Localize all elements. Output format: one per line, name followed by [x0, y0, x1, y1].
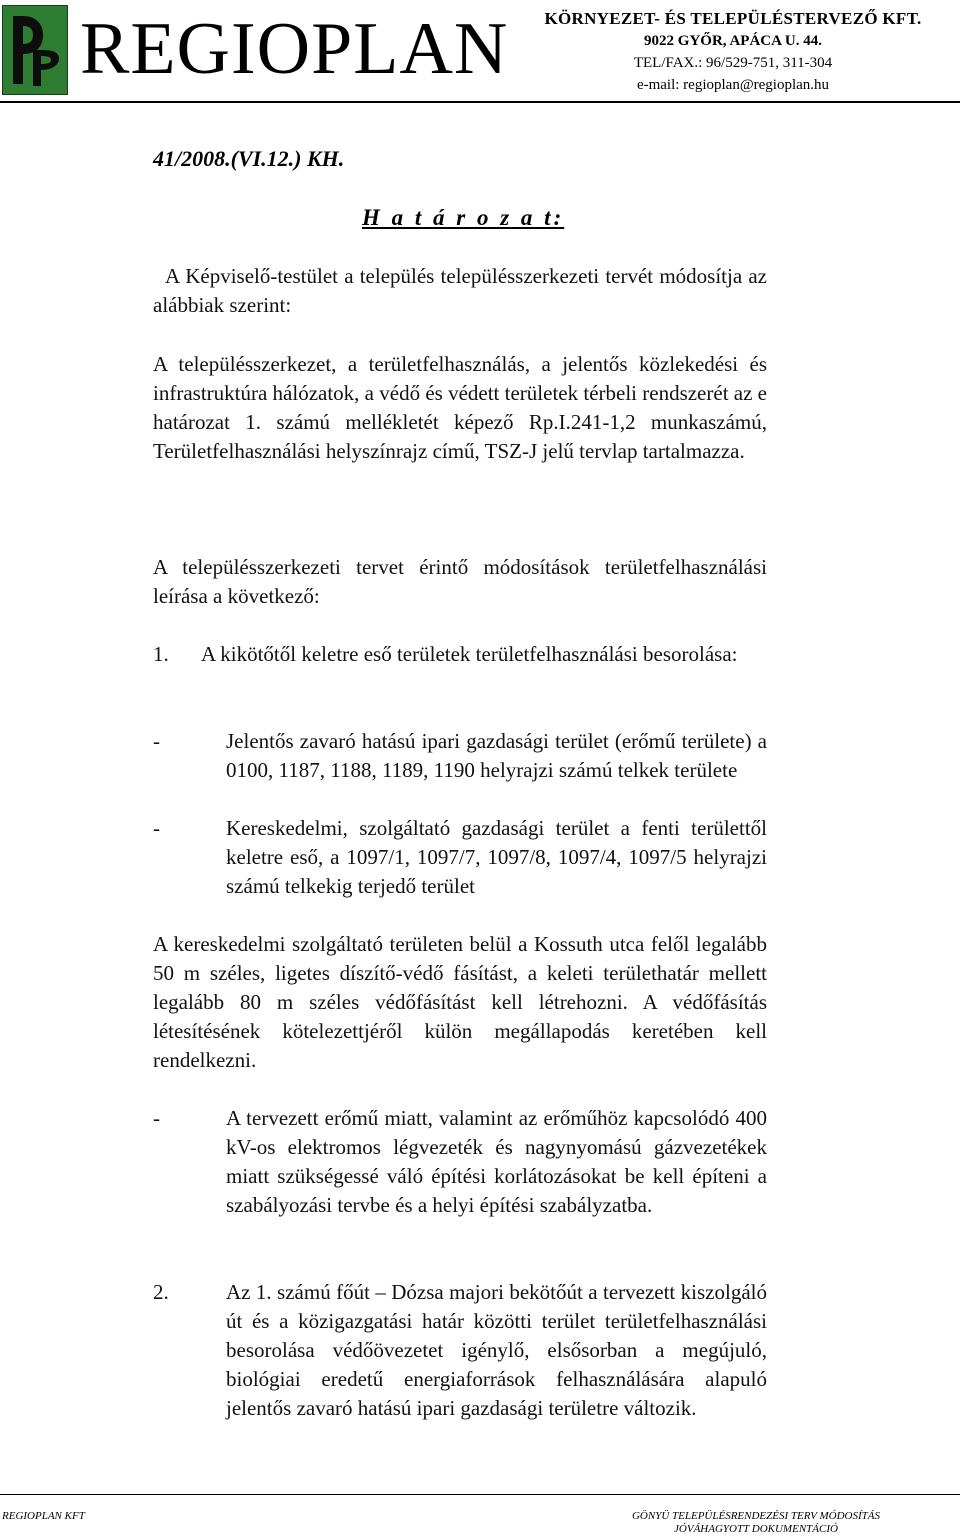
company-address: 9022 GYŐR, APÁCA U. 44.: [644, 33, 822, 49]
dash-text-2: Kereskedelmi, szolgáltató gazdasági terület a fenti területtől keletre eső, a 1097/1, 1097/7, 1097/8, 1097/4, 1097/5 helyrajzi számú telkekig terjedő terület: [226, 816, 767, 898]
footer-project-line-1: GÖNYÜ TELEPÜLÉSRENDEZÉSI TERV MÓDOSÍTÁS: [631, 1510, 881, 1522]
company-email: e-mail: regioplan@regioplan.hu: [636, 77, 830, 93]
list-item-1: [153, 640, 767, 669]
dash-item-1: [153, 727, 767, 785]
logo-graphic: [3, 6, 67, 94]
dash-marker-1: -: [153, 729, 160, 753]
paragraph-1: A településszerkezet, a területfelhasználás, a jelentős közlekedési és infrastruktúra hálózatok, a védő és védett területek térbeli rendszerét az e határozat 1. számú mellékletét képező Rp.I.241-1,2 munkaszámú, Területfelhasználási helyszínrajz című, TSZ-J jelű tervlap tartalmazza.: [153, 352, 767, 463]
company-name: KÖRNYEZET- ÉS TELEPÜLÉSTERVEZŐ KFT.: [544, 9, 922, 28]
dash-marker-2: -: [153, 816, 160, 840]
intro-paragraph: [153, 262, 767, 320]
dash-item-3: [153, 1104, 767, 1220]
document-title: H a t á r o z a t:: [362, 205, 565, 230]
footer-project-line-2: JÓVÁHAGYOTT DOKUMENTÁCIÓ: [674, 1523, 838, 1535]
letterhead: [0, 0, 960, 104]
list-item-2: [153, 1278, 767, 1423]
list-marker-2: 2.: [153, 1280, 169, 1304]
document-reference: 41/2008.(VI.12.) KH.: [153, 146, 345, 171]
footer-company: REGIOPLAN KFT: [2, 1510, 85, 1522]
dash-text-3: A tervezett erőmű miatt, valamint az erőműhöz kapcsolódó 400 kV-os elektromos légvezeték és nagynyomású gázvezetékek miatt szükségessé váló építési korlátozásokat be kell építeni a szabályozási tervbe és a helyi építési szabályzatba.: [226, 1106, 767, 1217]
dash-text-1: Jelentős zavaró hatású ipari gazdasági terület (erőmű területe) a 0100, 1187, 1188, 1189, 1190 helyrajzi számú telkek területe: [226, 729, 767, 782]
intro-text: A Képviselő-testület a település településszerkezeti tervét módosítja az alábbiak szerint:: [153, 264, 767, 317]
company-info: [518, 8, 948, 96]
company-telfax: TEL/FAX.: 96/529-751, 311-304: [633, 55, 833, 71]
list-marker-1: 1.: [153, 642, 169, 666]
list-text-2: Az 1. számú főút – Dózsa majori bekötőút a tervezett kiszolgáló út és a közigazgatási határ közötti terület területfelhasználási besorolása védőövezetet igénylő, elsősorban a megújuló, biológiai eredetű energiaforrások felhasználására alapuló jelentős zavaró hatású ipari gazdasági területre változik.: [226, 1280, 767, 1420]
regioplan-logo-icon: [2, 5, 68, 95]
list-text-1: A kikötőtől keletre eső területek területfelhasználási besorolása:: [201, 642, 738, 666]
dash-item-2: [153, 814, 767, 901]
paragraph-2: A településszerkezeti tervet érintő módosítások területfelhasználási leírása a következő:: [153, 555, 767, 608]
paragraph-3: A kereskedelmi szolgáltató területen belül a Kossuth utca felől legalább 50 m széles, ligetes díszítő-védő fásítást, a keleti területhatár mellett legalább 80 m széles védőfásítást kell létrehozni. A védőfásítás létesítésének kötelezettjéről külön megállapodás keretében kell rendelkezni.: [153, 932, 767, 1072]
dash-marker-3: -: [153, 1106, 160, 1130]
brand-name: REGIOPLAN: [80, 8, 509, 90]
header-divider: [0, 101, 960, 103]
footer-divider: [0, 1494, 960, 1495]
footer-project: [606, 1510, 906, 1536]
